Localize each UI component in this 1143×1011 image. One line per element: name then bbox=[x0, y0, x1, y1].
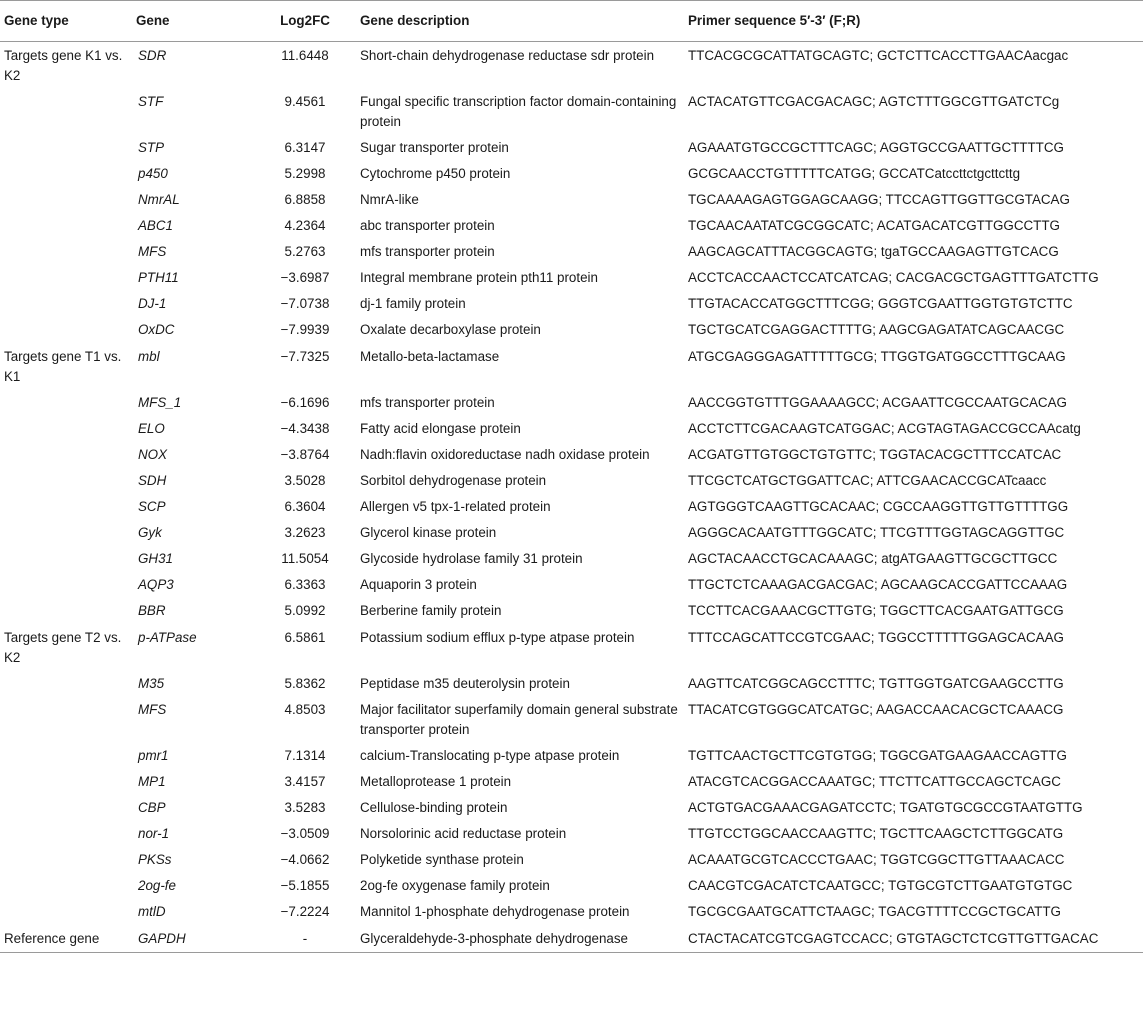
primer-cell: ATACGTCACGGACCAAATGC; TTCTTCATTGCCAGCTCAGC bbox=[688, 774, 1061, 789]
gene-name-cell: DJ-1 bbox=[138, 296, 167, 311]
description-cell: Glycerol kinase protein bbox=[360, 525, 497, 540]
gene-type-cell bbox=[0, 161, 132, 187]
log2fc-cell: −3.6987 bbox=[280, 270, 330, 285]
table-row bbox=[0, 468, 1143, 494]
description-cell: mfs transporter protein bbox=[360, 395, 495, 410]
log2fc-cell: −7.9939 bbox=[280, 322, 330, 337]
gene-name-cell: ELO bbox=[138, 421, 165, 436]
table-row bbox=[0, 239, 1143, 265]
gene-type-cell bbox=[0, 213, 132, 239]
gene-type-cell bbox=[0, 442, 132, 468]
gene-name-cell: MFS bbox=[138, 702, 167, 717]
gene-type-cell bbox=[0, 187, 132, 213]
primer-cell: AAGTTCATCGGCAGCCTTTC; TGTTGGTGATCGAAGCCTTG bbox=[688, 676, 1064, 691]
gene-name-cell: STP bbox=[138, 140, 165, 155]
description-cell: Peptidase m35 deuterolysin protein bbox=[360, 676, 570, 691]
gene-type-cell bbox=[0, 135, 132, 161]
primer-cell: CTACTACATCGTCGAGTCCACC; GTGTAGCTCTCGTTGTTGACAC bbox=[684, 925, 1143, 953]
gene-type-cell bbox=[0, 494, 132, 520]
table-row bbox=[0, 572, 1143, 598]
gene-type-cell bbox=[0, 821, 132, 847]
primer-cell: ACCTCTTCGACAAGTCATGGAC; ACGTAGTAGACCGCCAAcatg bbox=[688, 421, 1081, 436]
gene-name-cell: p-ATPase bbox=[138, 630, 197, 645]
description-cell: Potassium sodium efflux p-type atpase protein bbox=[360, 630, 635, 645]
description-cell: Metallo-beta-lactamase bbox=[360, 349, 500, 364]
primer-cell: TGCTGCATCGAGGACTTTTG; AAGCGAGATATCAGCAACGC bbox=[688, 322, 1065, 337]
log2fc-cell: 4.8503 bbox=[284, 702, 326, 717]
description-cell: NmrA-like bbox=[360, 192, 419, 207]
gene-name-cell: PKSs bbox=[138, 852, 172, 867]
gene-name-cell: GH31 bbox=[138, 551, 173, 566]
table-row bbox=[0, 265, 1143, 291]
description-cell: Sorbitol dehydrogenase protein bbox=[360, 473, 547, 488]
log2fc-cell: 6.5861 bbox=[284, 630, 326, 645]
gene-name-cell: 2og-fe bbox=[138, 878, 176, 893]
table-row bbox=[0, 795, 1143, 821]
gene-type-cell bbox=[0, 743, 132, 769]
log2fc-cell: 7.1314 bbox=[284, 748, 326, 763]
gene-name-cell: MFS_1 bbox=[138, 395, 182, 410]
header-row bbox=[0, 1, 1143, 42]
gene-name-cell: MFS bbox=[138, 244, 167, 259]
header-gene: Gene bbox=[132, 1, 254, 42]
table-body bbox=[0, 42, 1143, 953]
log2fc-cell: 6.3604 bbox=[284, 499, 326, 514]
primer-cell: TGCAAAAGAGTGGAGCAAGG; TTCCAGTTGGTTGCGTACAG bbox=[688, 192, 1070, 207]
log2fc-cell: 5.2998 bbox=[284, 166, 326, 181]
log2fc-cell: −3.0509 bbox=[280, 826, 330, 841]
table-row bbox=[0, 161, 1143, 187]
description-cell: Fatty acid elongase protein bbox=[360, 421, 521, 436]
description-cell: Cytochrome p450 protein bbox=[360, 166, 511, 181]
description-cell: Fungal specific transcription factor domain-containing protein bbox=[360, 94, 677, 129]
description-cell: mfs transporter protein bbox=[360, 244, 495, 259]
header-gene-type: Gene type bbox=[0, 1, 132, 42]
primer-cell: CAACGTCGACATCTCAATGCC; TGTGCGTCTTGAATGTGTGC bbox=[688, 878, 1073, 893]
primer-cell: TGCAACAATATCGCGGCATC; ACATGACATCGTTGGCCTTG bbox=[688, 218, 1060, 233]
primer-cell: AACCGGTGTTTGGAAAAGCC; ACGAATTCGCCAATGCACAG bbox=[688, 395, 1067, 410]
gene-name-cell: mbl bbox=[138, 349, 160, 364]
gene-name-cell: CBP bbox=[138, 800, 166, 815]
gene-type-cell bbox=[0, 416, 132, 442]
table-row bbox=[0, 317, 1143, 343]
gene-type-cell bbox=[0, 390, 132, 416]
table-row bbox=[0, 291, 1143, 317]
log2fc-cell: 6.3363 bbox=[284, 577, 326, 592]
table-row bbox=[0, 390, 1143, 416]
table-row bbox=[0, 494, 1143, 520]
primer-cell: ATGCGAGGGAGATTTTTGCG; TTGGTGATGGCCTTTGCAAG bbox=[688, 349, 1066, 364]
gene-type-cell bbox=[0, 598, 132, 624]
gene-name-cell: SDR bbox=[138, 48, 167, 63]
table-row bbox=[0, 187, 1143, 213]
log2fc-cell: 5.8362 bbox=[284, 676, 326, 691]
description-cell: abc transporter protein bbox=[360, 218, 495, 233]
table-row bbox=[0, 546, 1143, 572]
gene-name-cell: SDH bbox=[138, 473, 167, 488]
table-row bbox=[0, 821, 1143, 847]
gene-name-cell: OxDC bbox=[138, 322, 175, 337]
log2fc-cell: 11.6448 bbox=[281, 48, 329, 63]
table-row bbox=[0, 925, 1143, 953]
gene-type-cell bbox=[0, 317, 132, 343]
log2fc-cell: 3.5283 bbox=[284, 800, 326, 815]
log2fc-cell: −7.0738 bbox=[280, 296, 330, 311]
table-row bbox=[0, 42, 1143, 90]
primer-cell: TTGCTCTCAAAGACGACGAC; AGCAAGCACCGATTCCAAAG bbox=[688, 577, 1068, 592]
gene-name-cell: NmrAL bbox=[138, 192, 180, 207]
gene-type-cell bbox=[0, 847, 132, 873]
gene-name-cell: AQP3 bbox=[138, 577, 174, 592]
gene-type-cell bbox=[0, 899, 132, 925]
log2fc-cell: 5.0992 bbox=[284, 603, 326, 618]
table-row bbox=[0, 598, 1143, 624]
description-cell: dj-1 family protein bbox=[360, 296, 466, 311]
table-row bbox=[0, 416, 1143, 442]
description-cell: Mannitol 1-phosphate dehydrogenase protein bbox=[360, 904, 630, 919]
gene-name-cell: STF bbox=[138, 94, 164, 109]
gene-name-cell: NOX bbox=[138, 447, 168, 462]
log2fc-cell: 5.2763 bbox=[284, 244, 326, 259]
header-primer: Primer sequence 5′-3′ (F;R) bbox=[684, 1, 1143, 42]
log2fc-cell: −7.7325 bbox=[280, 349, 330, 364]
primer-cell: TCCTTCACGAAACGCTTGTG; TGGCTTCACGAATGATTGCG bbox=[688, 603, 1064, 618]
log2fc-cell: 6.3147 bbox=[284, 140, 326, 155]
primer-cell: GCGCAACCTGTTTTTCATGG; GCCATCatccttctgcttcttg bbox=[688, 166, 1021, 181]
primer-cell: ACGATGTTGTGGCTGTGTTC; TGGTACACGCTTTCCATCAC bbox=[688, 447, 1062, 462]
gene-type-cell bbox=[0, 795, 132, 821]
gene-type-cell bbox=[0, 697, 132, 743]
gene-type-cell bbox=[0, 572, 132, 598]
primer-cell: ACTGTGACGAAACGAGATCCTC; TGATGTGCGCCGTAATGTTG bbox=[688, 800, 1083, 815]
log2fc-cell: 3.5028 bbox=[284, 473, 326, 488]
header-log2fc: Log2FC bbox=[254, 1, 356, 42]
table-row bbox=[0, 135, 1143, 161]
description-cell: Norsolorinic acid reductase protein bbox=[360, 826, 567, 841]
gene-type-cell bbox=[0, 89, 132, 135]
primer-cell: ACTACATGTTCGACGACAGC; AGTCTTTGGCGTTGATCTCg bbox=[688, 94, 1060, 109]
gene-type-cell: Reference gene bbox=[0, 925, 132, 953]
log2fc-cell: −3.8764 bbox=[280, 447, 330, 462]
description-cell: Metalloprotease 1 protein bbox=[360, 774, 512, 789]
table-row bbox=[0, 899, 1143, 925]
table-row bbox=[0, 847, 1143, 873]
log2fc-cell: −6.1696 bbox=[280, 395, 330, 410]
table-row bbox=[0, 671, 1143, 697]
gene-name-cell: ABC1 bbox=[138, 218, 173, 233]
description-cell: Short-chain dehydrogenase reductase sdr protein bbox=[360, 48, 655, 63]
log2fc-cell: −4.3438 bbox=[280, 421, 330, 436]
gene-type-cell bbox=[0, 468, 132, 494]
gene-name-cell: p450 bbox=[138, 166, 168, 181]
description-cell: Glycoside hydrolase family 31 protein bbox=[360, 551, 583, 566]
gene-type-cell bbox=[0, 671, 132, 697]
description-cell: Allergen v5 tpx-1-related protein bbox=[360, 499, 551, 514]
gene-name-cell: BBR bbox=[138, 603, 166, 618]
primer-cell: TTCACGCGCATTATGCAGTC; GCTCTTCACCTTGAACAacgac bbox=[688, 48, 1069, 63]
primer-cell: TTACATCGTGGGCATCATGC; AAGACCAACACGCTCAAACG bbox=[688, 702, 1064, 717]
gene-name-cell: SCP bbox=[138, 499, 166, 514]
table-row bbox=[0, 624, 1143, 671]
primer-cell: AGCTACAACCTGCACAAAGC; atgATGAAGTTGCGCTTGCC bbox=[688, 551, 1058, 566]
description-cell: Glyceraldehyde-3-phosphate dehydrogenase bbox=[356, 925, 684, 953]
primer-cell: AAGCAGCATTTACGGCAGTG; tgaTGCCAAGAGTTGTCACG bbox=[688, 244, 1059, 259]
primer-cell: AGGGCACAATGTTTGGCATC; TTCGTTTGGTAGCAGGTTGC bbox=[688, 525, 1065, 540]
description-cell: Aquaporin 3 protein bbox=[360, 577, 477, 592]
log2fc-cell: −5.1855 bbox=[280, 878, 330, 893]
description-cell: Nadh:flavin oxidoreductase nadh oxidase protein bbox=[360, 447, 650, 462]
log2fc-cell: 4.2364 bbox=[284, 218, 326, 233]
gene-type-cell: Targets gene K1 vs. K2 bbox=[4, 48, 123, 83]
description-cell: Berberine family protein bbox=[360, 603, 502, 618]
table-row bbox=[0, 769, 1143, 795]
table-row bbox=[0, 697, 1143, 743]
log2fc-cell: 6.8858 bbox=[284, 192, 326, 207]
primer-cell: ACAAATGCGTCACCCTGAAC; TGGTCGGCTTGTTAAACACC bbox=[688, 852, 1065, 867]
description-cell: 2og-fe oxygenase family protein bbox=[360, 878, 550, 893]
gene-type-cell bbox=[0, 239, 132, 265]
log2fc-cell: −4.0662 bbox=[280, 852, 330, 867]
description-cell: Oxalate decarboxylase protein bbox=[360, 322, 541, 337]
description-cell: Sugar transporter protein bbox=[360, 140, 509, 155]
primer-cell: TGTTCAACTGCTTCGTGTGG; TGGCGATGAAGAACCAGTTG bbox=[688, 748, 1067, 763]
log2fc-cell: 3.2623 bbox=[284, 525, 326, 540]
description-cell: Major facilitator superfamily domain general substrate transporter protein bbox=[360, 702, 678, 737]
description-cell: Integral membrane protein pth11 protein bbox=[360, 270, 598, 285]
header-description: Gene description bbox=[356, 1, 684, 42]
gene-type-cell bbox=[0, 291, 132, 317]
table-row bbox=[0, 442, 1143, 468]
gene-name-cell: Gyk bbox=[138, 525, 162, 540]
gene-type-cell bbox=[0, 769, 132, 795]
log2fc-cell: - bbox=[254, 925, 356, 953]
gene-name-cell: PTH11 bbox=[138, 270, 179, 285]
gene-type-cell bbox=[0, 873, 132, 899]
log2fc-cell: −7.2224 bbox=[280, 904, 330, 919]
gene-type-cell bbox=[0, 520, 132, 546]
description-cell: Polyketide synthase protein bbox=[360, 852, 524, 867]
log2fc-cell: 3.4157 bbox=[284, 774, 326, 789]
gene-name-cell: mtlD bbox=[138, 904, 166, 919]
description-cell: calcium-Translocating p-type atpase protein bbox=[360, 748, 620, 763]
table-row bbox=[0, 873, 1143, 899]
primer-cell: TTGTACACCATGGCTTTCGG; GGGTCGAATTGGTGTGTCTTC bbox=[688, 296, 1073, 311]
table-row bbox=[0, 520, 1143, 546]
log2fc-cell: 9.4561 bbox=[284, 94, 326, 109]
gene-name-cell: MP1 bbox=[138, 774, 166, 789]
primer-cell: ACCTCACCAACTCCATCATCAG; CACGACGCTGAGTTTGATCTTG bbox=[688, 270, 1099, 285]
primer-cell: TTGTCCTGGCAACCAAGTTC; TGCTTCAAGCTCTTGGCATG bbox=[688, 826, 1064, 841]
table-row bbox=[0, 743, 1143, 769]
primer-cell: TTTCCAGCATTCCGTCGAAC; TGGCCTTTTTGGAGCACAAG bbox=[688, 630, 1064, 645]
gene-name-cell: pmr1 bbox=[138, 748, 169, 763]
primer-cell: TTCGCTCATGCTGGATTCAC; ATTCGAACACCGCATcaacc bbox=[688, 473, 1047, 488]
primer-cell: AGTGGGTCAAGTTGCACAAC; CGCCAAGGTTGTTGTTTTGG bbox=[688, 499, 1069, 514]
primer-cell: TGCGCGAATGCATTCTAAGC; TGACGTTTTCCGCTGCATTG bbox=[688, 904, 1061, 919]
gene-type-cell bbox=[0, 546, 132, 572]
table-header bbox=[0, 1, 1143, 42]
primer-cell: AGAAATGTGCCGCTTTCAGC; AGGTGCCGAATTGCTTTTCG bbox=[688, 140, 1064, 155]
table-row bbox=[0, 343, 1143, 390]
gene-name-cell: M35 bbox=[138, 676, 165, 691]
table-row bbox=[0, 213, 1143, 239]
description-cell: Cellulose-binding protein bbox=[360, 800, 508, 815]
table-row bbox=[0, 89, 1143, 135]
log2fc-cell: 11.5054 bbox=[281, 551, 329, 566]
gene-type-cell: Targets gene T2 vs. K2 bbox=[4, 630, 122, 665]
gene-name-cell: GAPDH bbox=[132, 925, 254, 953]
gene-type-cell: Targets gene T1 vs. K1 bbox=[4, 349, 122, 384]
gene-type-cell bbox=[0, 265, 132, 291]
gene-name-cell: nor-1 bbox=[138, 826, 170, 841]
